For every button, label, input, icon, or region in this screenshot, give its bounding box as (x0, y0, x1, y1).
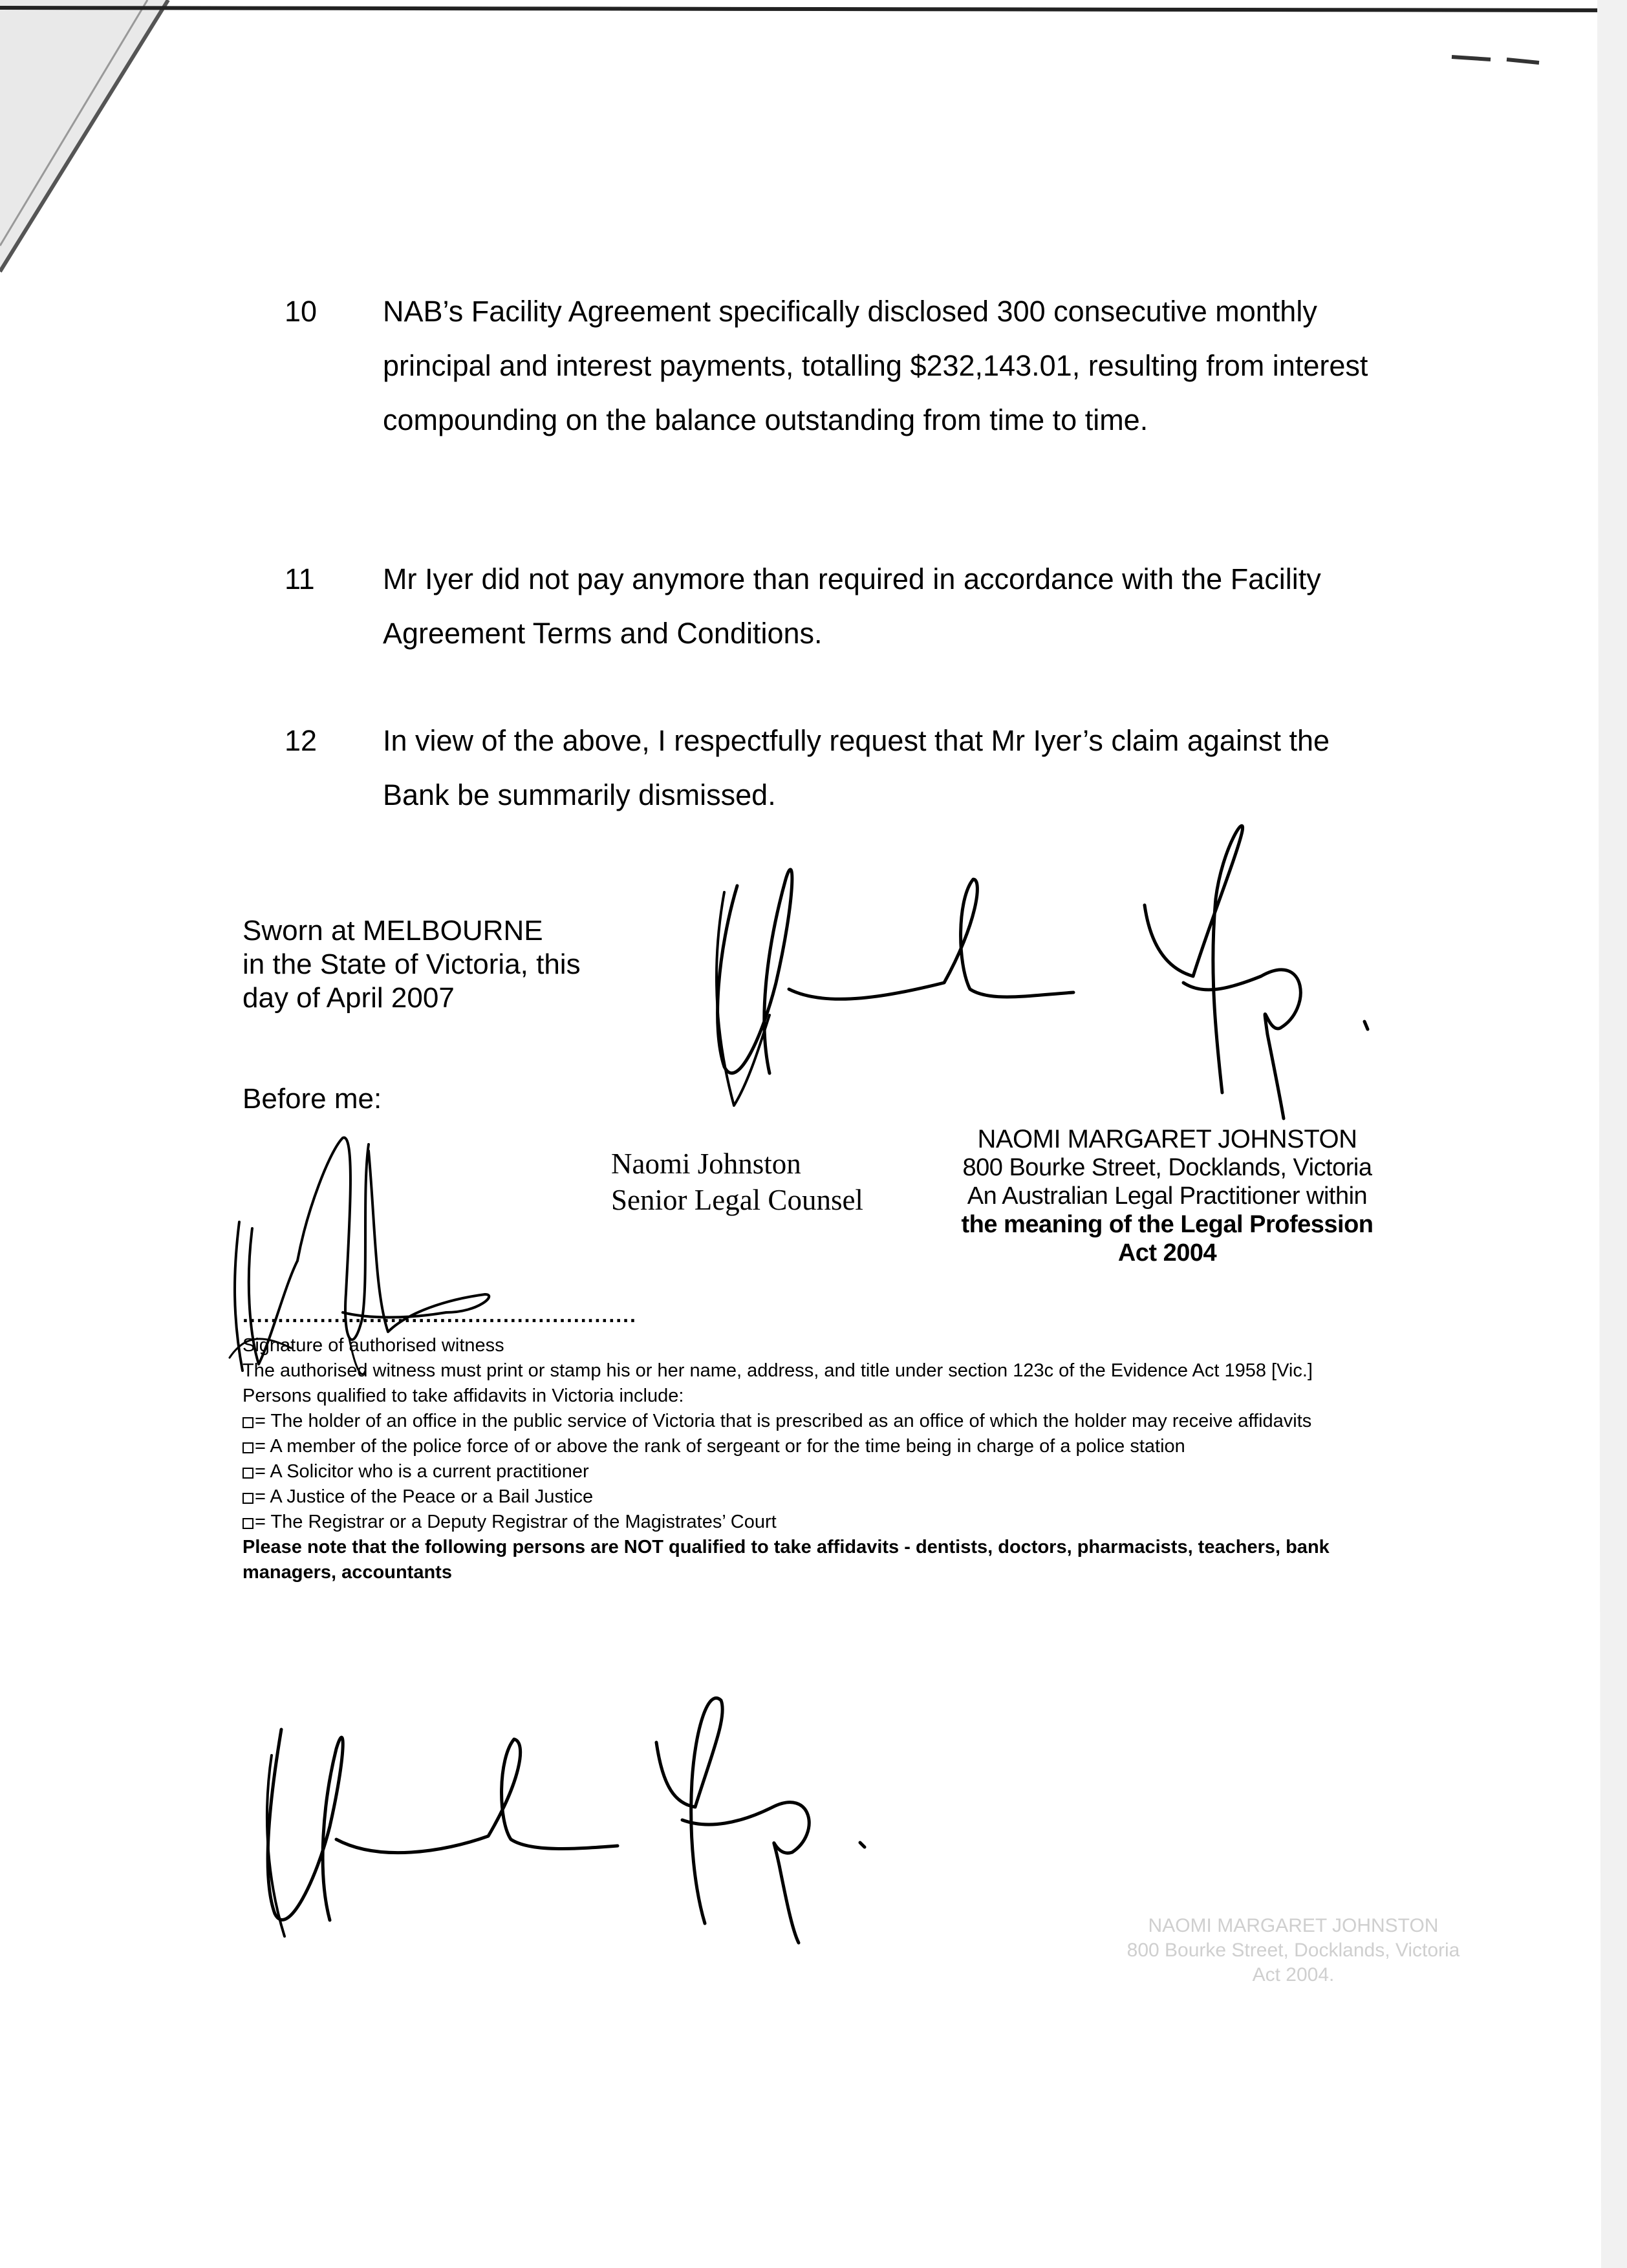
qualified-person-label: A Justice of the Peace or a Bail Justice (270, 1486, 594, 1507)
deponent-name-block (611, 1146, 863, 1218)
jurat-line: in the State of Victoria, this (242, 948, 581, 980)
stamp-name: NAOMI MARGARET JOHNSTON (977, 1125, 1357, 1153)
checkbox-icon (242, 1417, 253, 1428)
witness-instructions (242, 1333, 1355, 1585)
paragraph-text: NAB’s Facility Agreement specifically disclosed 300 consecutive monthly principal and interest payments, totalling $232,143.01, resulting from interest compounding on the balance outstanding from time to time. (383, 295, 1368, 436)
jurat-line: Sworn at MELBOURNE (242, 915, 543, 947)
qualified-person-label: The holder of an office in the public service of Victoria that is prescribed as an office of which the holder may receive affidavits (270, 1411, 1312, 1431)
qualified-person-item (242, 1484, 1355, 1510)
checkbox-icon (242, 1468, 253, 1479)
practitioner-stamp (941, 1125, 1394, 1267)
qualified-person-label: The Registrar or a Deputy Registrar of the Magistrates’ Court (270, 1512, 777, 1532)
bleed-through-line: Act 2004. (1252, 1964, 1335, 1985)
qualified-person-label: A Solicitor who is a current practitioner (270, 1461, 589, 1482)
paragraph-text: Mr Iyer did not pay anymore than required in accordance with the Facility Agreement Terms and Conditions. (383, 562, 1321, 650)
paragraph-text: In view of the above, I respectfully request that Mr Iyer’s claim against the Bank be summarily dismissed. (383, 724, 1330, 811)
not-qualified-note: Please note that the following persons are NOT qualified to take affidavits - dentists, doctors, pharmacists, teachers, bank (242, 1537, 1330, 1557)
stamp-qualification: An Australian Legal Practitioner within (967, 1182, 1368, 1210)
deponent-title: Senior Legal Counsel (611, 1184, 863, 1216)
checkbox-prefix: = (255, 1512, 271, 1532)
bleed-through-line: 800 Bourke Street, Docklands, Victoria (1126, 1940, 1460, 1961)
checkbox-icon (242, 1518, 253, 1529)
paragraph-number: 10 (285, 295, 318, 328)
qualified-person-item (242, 1510, 1355, 1535)
qualified-person-item (242, 1459, 1355, 1484)
checkbox-icon (242, 1493, 253, 1504)
checkbox-prefix: = (255, 1436, 270, 1457)
qualified-person-item (242, 1434, 1355, 1459)
checkbox-prefix: = (255, 1461, 270, 1482)
not-qualified-note-2: managers, accountants (242, 1562, 452, 1583)
checkbox-prefix: = (255, 1486, 270, 1507)
jurat-line: day of April 2007 (242, 982, 455, 1014)
qualified-person-item (242, 1409, 1355, 1434)
bleed-through-text (1086, 1914, 1500, 1987)
paragraph-number: 12 (285, 724, 318, 757)
before-me-label: Before me: (242, 1083, 382, 1115)
deponent-signature-repeat (255, 1691, 889, 1949)
stamp-address: 800 Bourke Street, Docklands, Victoria (962, 1154, 1372, 1181)
jurat-block (242, 914, 581, 1015)
witness-signature-line: ........................................................ (242, 1303, 637, 1327)
signature-label: Signature of authorised witness (242, 1335, 504, 1356)
print-note: The authorised witness must print or stamp his or her name, address, and title under section 123c of the Evidence Act 1958 [Vic.] (242, 1360, 1313, 1381)
bleed-through-line: NAOMI MARGARET JOHNSTON (1148, 1915, 1439, 1936)
checkbox-icon (242, 1442, 253, 1453)
persons-heading: Persons qualified to take affidavits in Victoria include: (242, 1385, 684, 1406)
stamp-qualification-2: the meaning of the Legal Profession (961, 1211, 1374, 1238)
deponent-signature (698, 821, 1397, 1118)
checkbox-prefix: = (255, 1411, 271, 1431)
deponent-name: Naomi Johnston (611, 1148, 801, 1180)
paragraph-number: 11 (285, 562, 315, 595)
qualified-person-label: A member of the police force of or above the rank of sergeant or for the time being in charge of a police station (270, 1436, 1185, 1457)
stamp-act: Act 2004 (1117, 1239, 1217, 1267)
